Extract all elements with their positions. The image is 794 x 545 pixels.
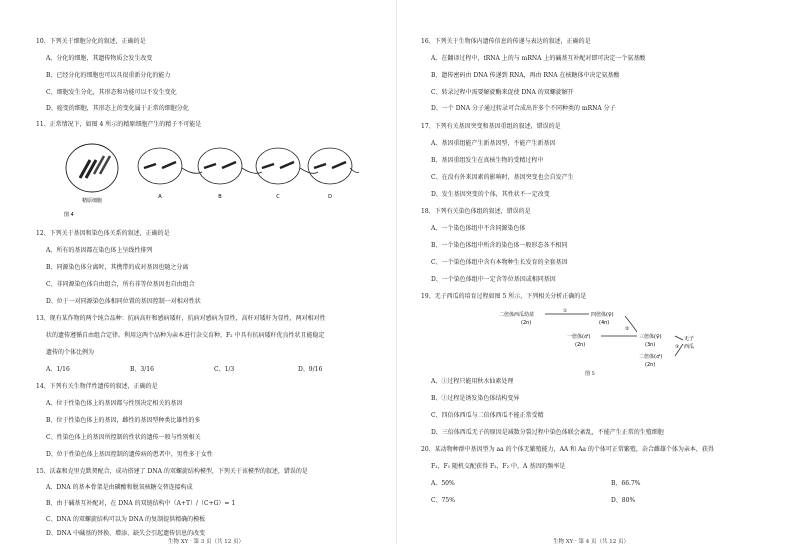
spermatogonium-cell	[66, 144, 118, 192]
q19-label-2n-b: (2n)	[575, 342, 586, 348]
q19-step-3: ③	[675, 345, 680, 350]
q20-stem-line-1: 20、某动物种群中基因型为 aa 的个体无繁殖能力，AA 和 Aa 的个体可正常繁殖，杂合雌雄个体为亲本，获得	[421, 446, 714, 453]
sperm-d	[308, 148, 359, 184]
q20-option-b: B、66.7%	[611, 480, 641, 487]
q17-option-a: A、基因重组能产生新基因型，不能产生新基因	[431, 140, 556, 147]
q17-option-d: D、发生基因突变的个体，其性状不一定改变	[431, 191, 550, 198]
q19-stem: 19、无子西瓜的培育过程如图 5 所示，下列相关分析正确的是	[421, 293, 587, 300]
q16-stem: 16、下列关于生物体内遗传信息的传递与表达的叙述，正确的是	[421, 38, 591, 45]
q16-option-d: D、一个 DNA 分子通过转录可合成出许多个不同种类的 mRNA 分子	[431, 105, 616, 112]
q14-option-b: B、位于性染色体上的基因，雌性的基因型种类比雄性的多	[46, 417, 201, 424]
q14-stem: 14、下列有关生物伴性遗传的叙述，正确的是	[36, 383, 158, 390]
q19-label-tetraploid: 四倍体(♀)	[591, 312, 614, 318]
q11-label-b: B	[218, 194, 222, 200]
q11-stem: 11、正常情况下，如图 4 所示的精原细胞产生的精子不可能是	[36, 121, 202, 128]
right-page-footer: 生物 XY · 第 4 页（共 12 页）	[553, 539, 630, 545]
q19-option-d: D、三倍体西瓜无子的原因是减数分裂过程中染色体联会紊乱，不能产生正常的生殖细胞	[431, 429, 664, 436]
q20-option-a: A、50%	[431, 480, 455, 487]
q15-option-a: A、DNA 的基本骨架是由磷酸和脱氧核糖交替连接构成	[46, 484, 193, 491]
q13-stem-line-2: 状的遗传遵循自由组合定律。利用这两个品种为亲本进行杂交育种，F₂ 中具有抗病矮秆优良性状且能稳定	[46, 332, 325, 339]
q11-figure	[60, 132, 360, 220]
q13-option-a: A、1/16	[46, 366, 70, 373]
q14-option-d: D、位于性染色体上基因控制的遗传病的患者中，男性多于女性	[46, 451, 213, 458]
q19-label-watermelon: 西瓜	[684, 344, 695, 350]
q10-stem: 10、下列关于细胞分化的叙述，正确的是	[36, 38, 146, 45]
q15-stem: 15、沃森和克里克默契配合，成功搭建了 DNA 的双螺旋结构模型，下列关于该模型的叙述，错误的是	[36, 468, 308, 475]
q13-option-d: D、9/16	[298, 366, 323, 373]
q19-fig-caption: 图 5	[585, 371, 595, 377]
q14-option-c: C、性染色体上的基因所控制的性状的遗传一般与性别相关	[46, 434, 201, 441]
q19-figure	[497, 306, 697, 370]
q19-step-1: ①	[563, 309, 568, 314]
q19-label-2n-a: (2n)	[521, 320, 532, 326]
q17-stem: 17、下列有关基因突变和基因重组的叙述，错误的是	[421, 123, 561, 130]
q10-option-b: B、已经分化的细胞也可以具很重新分化的能力	[46, 72, 171, 79]
q10-option-c: C、细胞发生分化，其形态和功能可以不发生变化	[46, 89, 177, 96]
q12-option-d: D、位于一对同源染色体相同位置的基因控制一对相对性状	[46, 298, 201, 305]
q12-stem: 12、下列关于基因和染色体关系的叙述，正确的是	[36, 230, 170, 237]
q16-option-a: A、在翻译过程中，tRNA 上的与 mRNA 上的碱基互补配对即可决定一个氨基酸	[431, 55, 646, 62]
q19-option-b: B、①过程是诱发染色体结构变异	[431, 395, 520, 402]
q20-stem-line-2: F₁，F₁ 随机交配获得 F₂，F₂ 中，A 基因的频率是	[431, 463, 566, 470]
q13-stem-line-3: 遗传的个体比例为	[46, 349, 95, 356]
q16-option-b: B、遗传密码由 DNA 传递到 RNA，再由 RNA 在核糖体中决定氨基酸	[431, 72, 620, 79]
sperm-c	[256, 148, 318, 184]
sperm-a	[138, 148, 202, 184]
q12-option-c: C、非同源染色体自由组合，所有非等位基因也自由组合	[46, 281, 195, 288]
q18-option-d: D、一个染色体组中一定含等位基因或相同基因	[431, 276, 556, 283]
q20-option-d: D、80%	[611, 497, 636, 504]
q19-label-haploid: 一倍体(♂)	[567, 334, 591, 340]
q17-option-c: C、在没有外来因素的影响时，基因突变也会自发产生	[431, 174, 574, 181]
q10-option-d: D、癌变的细胞，其形态上的变化属于正常的细胞分化	[46, 105, 189, 112]
q19-step-2: ②	[625, 327, 630, 332]
q15-option-d: D、DNA 中碱基的替换、增添、缺失会引起遗传信息的改变	[46, 530, 206, 537]
q19-label-diploid-male: 二倍体(♂)	[639, 354, 663, 360]
q18-option-c: C、一个染色体组中含有本物种生长发育的全套基因	[431, 259, 568, 266]
q11-label-a: A	[158, 194, 162, 200]
q12-option-a: A、所有的基因都在染色体上呈线性排列	[46, 247, 153, 254]
right-page	[397, 0, 794, 544]
q20-option-c: C、75%	[431, 497, 455, 504]
q15-option-c: C、DNA 的双螺旋结构可以为 DNA 的复制提供精确的模板	[46, 516, 206, 523]
q11-label-spermatogonium: 精原细胞	[81, 198, 103, 204]
q17-option-b: B、基因重组发生在真核生物的受精过程中	[431, 157, 544, 164]
q18-stem: 18、下列有关染色体组的叙述，错误的是	[421, 208, 531, 215]
q13-option-b: B、3/16	[130, 366, 154, 373]
q13-option-c: C、1/3	[214, 366, 235, 373]
q18-option-a: A、一个染色体组中不含同源染色体	[431, 225, 526, 232]
q11-label-c: C	[276, 194, 280, 200]
sperm-b	[198, 148, 262, 184]
q19-label-triploid: 三倍体(♀)	[639, 334, 662, 340]
q10-option-a: A、分化的细胞，其遗传物质会发生改变	[46, 55, 153, 62]
left-page	[0, 0, 397, 544]
q19-label-seedless: 无子	[684, 336, 695, 342]
q19-option-a: A、①过程只能用秋水仙素处理	[431, 378, 514, 385]
q11-fig-caption: 图 4	[64, 212, 74, 218]
q19-label-diploid-seedling: 二倍体西瓜幼苗	[499, 312, 535, 318]
q11-label-d: D	[328, 194, 332, 200]
q19-option-c: C、四倍体西瓜与二倍体西瓜不能正常受精	[431, 412, 544, 419]
q12-option-b: B、同源染色体分离时，其携带的成对基因也随之分离	[46, 264, 189, 271]
q13-stem-line-1: 13、现有某作物的两个纯合品种：抗病高秆和感病矮秆，抗病对感病为显性，高秆对矮秆为显性，两对相对性	[36, 315, 326, 322]
q15-option-b: B、由于碱基互补配对，在 DNA 的双链结构中（A+T）/（C+G）= 1	[46, 500, 236, 507]
left-page-footer: 生物 XY · 第 3 页（共 12 页）	[168, 539, 245, 545]
q14-option-a: A、位于性染色体上的基因都与性别决定相关的基因	[46, 400, 183, 407]
q18-option-b: B、一个染色体组中所含的染色体一般形态各不相同	[431, 242, 568, 249]
q19-label-4n: (4n)	[599, 320, 610, 326]
q19-label-2n-c: (2n)	[645, 362, 656, 368]
q19-label-3n: (3n)	[645, 342, 656, 348]
q16-option-c: C、转录过程中需要解旋酶来促使 DNA 的双螺旋解开	[431, 89, 574, 96]
